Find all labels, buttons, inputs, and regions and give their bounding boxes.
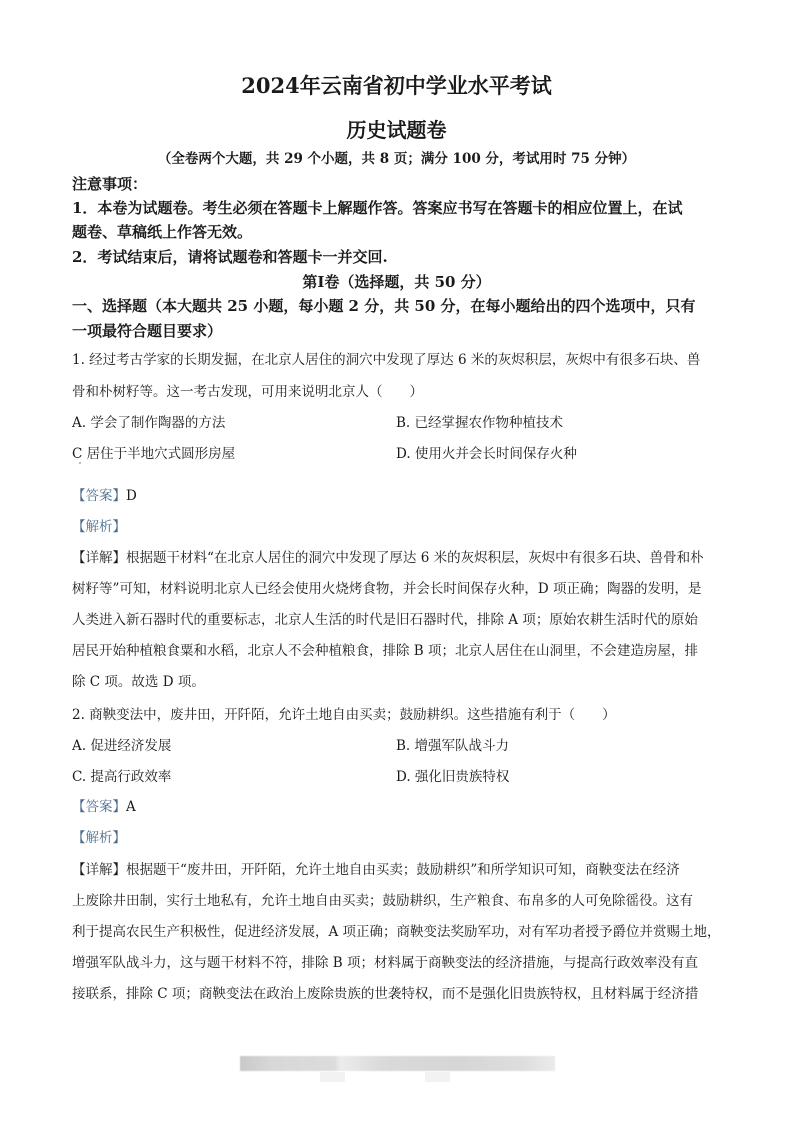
question-2-detail-line-4: 增强军队战斗力，这与题干材料不符，排除 B 项；材料属于商鞅变法的经济措施，与提高行政效率没有直 (72, 955, 699, 971)
blurred-footer-mark (425, 1072, 450, 1082)
stray-mark (79, 462, 81, 464)
part-heading-line-1: 一、选择题（本大题共 25 小题，每小题 2 分，共 50 分，在每小题给出的四个选项中，只有 (72, 297, 696, 315)
question-1-stem-line-1: 1. 经过考古学家的长期发掘，在北京人居住的洞穴中发现了厚达 6 米的灰烬积层，灰烬中有很多石块、兽 (72, 352, 701, 368)
answer-value: A (126, 799, 136, 815)
question-2-detail-line-2: 上废除井田制，实行土地私有，允许土地自由买卖；鼓励耕织，生产粮食、布帛多的人可免除徭役。这有 (72, 893, 693, 909)
part-heading-line-2: 一项最符合题目要求） (72, 322, 223, 340)
note-item-1-line-1: 1．本卷为试题卷。考生必须在答题卡上解题作答。答案应书写在答题卡的相应位置上，在试 (72, 199, 683, 217)
question-1-detail-line-1 (72, 546, 704, 566)
question-2-option-b: B. 增强军队战斗力 (396, 738, 510, 754)
question-2-option-a: A. 促进经济发展 (72, 738, 172, 754)
answer-label: 【答案】 (72, 799, 126, 815)
question-1-stem-line-2: 骨和朴树籽等。这一考古发现，可用来说明北京人（ ） (72, 384, 423, 400)
detail-label: 【详解】 (72, 550, 126, 566)
question-1-option-c: C 居住于半地穴式圆形房屋 (72, 446, 236, 462)
answer-value: D (126, 488, 137, 504)
detail-text: 根据题干材料“在北京人居住的洞穴中发现了厚达 6 米的灰烬积层，灰烬中有很多石块、兽骨和朴 (126, 550, 704, 566)
exam-title: 2024年云南省初中学业水平考试 (241, 73, 552, 98)
question-1-detail-line-2: 树籽等”可知，材料说明北京人已经会使用火烧烤食物，并会长时间保存火种，D 项正确；陶器的发明，是 (72, 581, 702, 597)
question-2-option-c: C. 提高行政效率 (72, 769, 172, 785)
answer-label: 【答案】 (72, 488, 126, 504)
volume-title: 第Ⅰ卷（选择题，共 50 分） (302, 273, 491, 291)
question-1-analysis-label: 【解析】 (72, 519, 126, 535)
detail-label: 【详解】 (72, 862, 126, 878)
blurred-footer-bar (240, 1056, 555, 1071)
question-2-answer (72, 795, 136, 815)
exam-subtitle: 历史试题卷 (346, 118, 447, 142)
note-item-2: 2．考试结束后，请将试题卷和答题卡一并交回. (72, 248, 388, 266)
question-2-detail-line-3: 利于提高农民生产积极性，促进经济发展，A 项正确；商鞅变法奖励军功，对有军功者授予爵位并赏赐土地， (72, 924, 721, 940)
question-1-option-b: B. 已经掌握农作物种植技术 (396, 415, 564, 431)
question-2-detail-line-5: 接联系，排除 C 项；商鞅变法在政治上废除贵族的世袭特权，而不是强化旧贵族特权，且材料属于经济措 (72, 986, 699, 1002)
question-1-option-a: A. 学会了制作陶器的方法 (72, 415, 226, 431)
question-2-option-d: D. 强化旧贵族特权 (396, 769, 510, 785)
question-1-detail-line-3: 人类进入新石器时代的重要标志，北京人生活的时代是旧石器时代，排除 A 项；原始农耕生活时代的原始 (72, 612, 698, 628)
question-1-detail-line-4: 居民开始种植粮食粟和水稻，北京人不会种植粮食，排除 B 项；北京人居住在山洞里，不会建造房屋，排 (72, 643, 699, 659)
question-2-stem-line-1: 2. 商鞅变法中，废井田，开阡陌，允许土地自由买卖；鼓励耕织。这些措施有利于（ ） (72, 707, 616, 723)
question-1-answer (72, 484, 137, 504)
blurred-footer-mark (320, 1072, 345, 1082)
question-2-analysis-label: 【解析】 (72, 830, 126, 846)
exam-info: （全卷两个大题，共 29 个小题，共 8 页；满分 100 分，考试用时 75 分钟） (157, 151, 636, 167)
notes-heading: 注意事项： (72, 175, 148, 193)
question-1-detail-line-5: 除 C 项。故选 D 项。 (72, 674, 205, 690)
note-item-1-line-2: 题卷、草稿纸上作答无效。 (72, 223, 253, 241)
question-2-detail-line-1 (72, 858, 680, 878)
question-1-option-d: D. 使用火并会长时间保存火种 (396, 446, 577, 462)
detail-text: 根据题干“废井田，开阡陌，允许土地自由买卖；鼓励耕织”和所学知识可知，商鞅变法在经济 (126, 862, 680, 878)
